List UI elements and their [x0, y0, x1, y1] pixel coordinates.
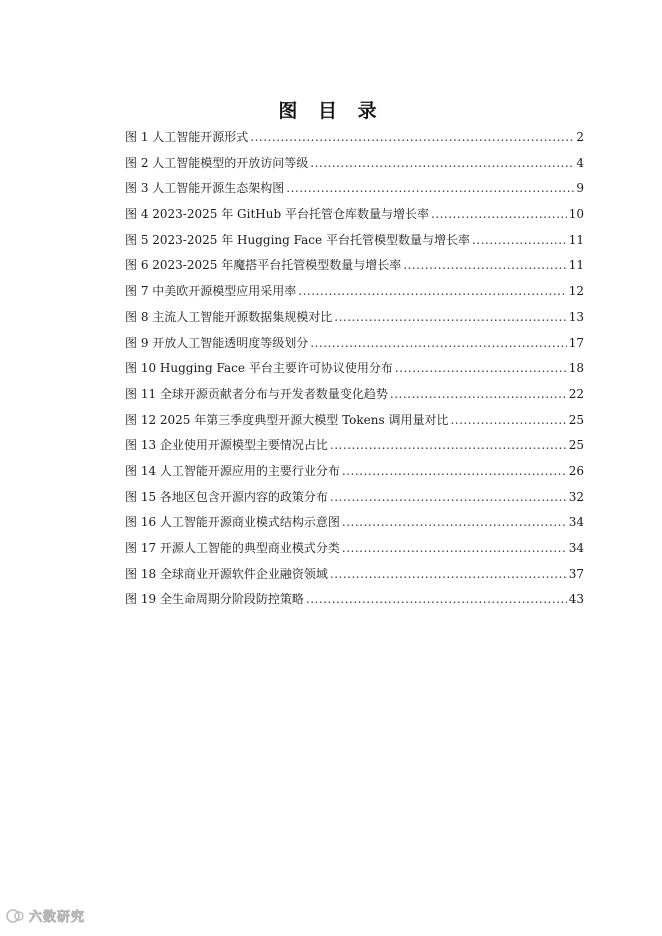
toc-leader-dots [431, 205, 567, 223]
watermark [6, 906, 85, 925]
toc-leader-dots [472, 231, 567, 249]
toc-entry-label: 图 19 全生命周期分阶段防控策略 [125, 592, 304, 607]
toc-entry-page-number: 13 [568, 309, 584, 324]
toc-entry[interactable] [125, 462, 584, 488]
toc-entry-label: 图 4 2023-2025 年 GitHub 平台托管仓库数量与增长率 [125, 207, 429, 222]
toc-entry-label: 图 10 Hugging Face 平台主要许可协议使用分布 [125, 361, 393, 376]
toc-leader-dots [330, 436, 567, 454]
toc-entry-page-number: 17 [568, 335, 584, 350]
toc-leader-dots [342, 539, 567, 557]
toc-entry-label: 图 18 全球商业开源软件企业融资领域 [125, 566, 328, 581]
toc-entry-page-number: 9 [576, 181, 584, 196]
toc-entry[interactable] [125, 488, 584, 514]
toc-entry-label: 图 17 开源人工智能的典型商业模式分类 [125, 541, 340, 555]
toc-entry-label: 图 13 企业使用开源模型主要情况占比 [125, 438, 328, 453]
toc-entry-page-number: 22 [568, 386, 584, 401]
toc-entry-page-number: 4 [576, 155, 584, 170]
toc-entry[interactable] [125, 411, 584, 437]
toc-entry-page-number: 34 [568, 541, 584, 555]
toc-leader-dots [342, 513, 567, 531]
toc-entry[interactable] [125, 205, 584, 231]
toc-entry-label: 图 12 2025 年第三季度典型开源大模型 Tokens 调用量对比 [125, 412, 449, 427]
toc-entry[interactable] [125, 128, 584, 154]
toc-entry[interactable] [125, 256, 584, 282]
toc-entry-label: 图 7 中美欧开源模型应用采用率 [125, 284, 297, 299]
toc-entry-page-number: 26 [568, 463, 584, 478]
toc-entry-label: 图 15 各地区包含开源内容的政策分布 [125, 489, 328, 504]
toc-entry[interactable] [125, 385, 584, 411]
toc-leader-dots [250, 128, 574, 146]
toc-leader-dots [342, 462, 567, 480]
toc-entry[interactable] [125, 154, 584, 180]
toc-entry-label: 图 2 人工智能模型的开放访问等级 [125, 155, 309, 170]
toc-entry[interactable] [125, 179, 584, 205]
toc-leader-dots [306, 590, 567, 608]
toc-entry-label: 图 14 人工智能开源应用的主要行业分布 [125, 463, 340, 478]
toc-entry-page-number: 34 [568, 515, 584, 530]
toc-entry-page-number: 11 [568, 258, 584, 273]
toc-leader-dots [286, 179, 574, 197]
toc-entry[interactable] [125, 231, 584, 257]
toc-entry-page-number: 12 [568, 284, 584, 299]
toc-leader-dots [390, 385, 567, 403]
toc-entry-label: 图 1 人工智能开源形式 [125, 130, 249, 144]
toc-entry-page-number: 37 [568, 566, 584, 581]
toc-entry-label: 图 3 人工智能开源生态架构图 [125, 181, 285, 196]
table-of-figures [125, 128, 584, 616]
toc-entry-page-number: 43 [568, 592, 584, 607]
toc-entry-label: 图 11 全球开源贡献者分布与开发者数量变化趋势 [125, 386, 388, 401]
toc-leader-dots [310, 154, 574, 172]
toc-entry-page-number: 18 [568, 361, 584, 376]
toc-entry[interactable] [125, 565, 584, 591]
toc-entry-page-number: 25 [568, 412, 584, 427]
toc-entry[interactable] [125, 539, 584, 565]
toc-entry-page-number: 32 [568, 489, 584, 504]
toc-entry-page-number: 25 [568, 438, 584, 453]
toc-entry-label: 图 8 主流人工智能开源数据集规模对比 [125, 309, 333, 324]
toc-entry[interactable] [125, 334, 584, 360]
toc-entry-label: 图 5 2023-2025 年 Hugging Face 平台托管模型数量与增长率 [125, 232, 470, 247]
toc-entry[interactable] [125, 359, 584, 385]
toc-leader-dots [450, 411, 566, 429]
toc-entry[interactable] [125, 282, 584, 308]
toc-entry-page-number: 2 [576, 130, 584, 144]
toc-entry-page-number: 11 [568, 232, 584, 247]
toc-leader-dots [395, 359, 567, 377]
toc-entry[interactable] [125, 590, 584, 616]
toc-leader-dots [330, 488, 567, 506]
toc-entry[interactable] [125, 436, 584, 462]
toc-leader-dots [298, 282, 566, 300]
toc-entry-label: 图 9 开放人工智能透明度等级划分 [125, 335, 309, 350]
toc-entry-page-number: 10 [568, 207, 584, 222]
toc-entry[interactable] [125, 513, 584, 539]
toc-entry-label: 图 16 人工智能开源商业模式结构示意图 [125, 515, 340, 530]
watermark-logo-icon [6, 907, 26, 925]
page-title: 图 目 录 [278, 100, 384, 122]
toc-leader-dots [310, 334, 566, 352]
toc-entry[interactable] [125, 308, 584, 334]
watermark-text: 六数研究 [29, 910, 86, 925]
toc-leader-dots [334, 308, 566, 326]
toc-leader-dots [330, 565, 567, 583]
toc-entry-label: 图 6 2023-2025 年魔搭平台托管模型数量与增长率 [125, 258, 402, 273]
toc-leader-dots [403, 256, 567, 274]
